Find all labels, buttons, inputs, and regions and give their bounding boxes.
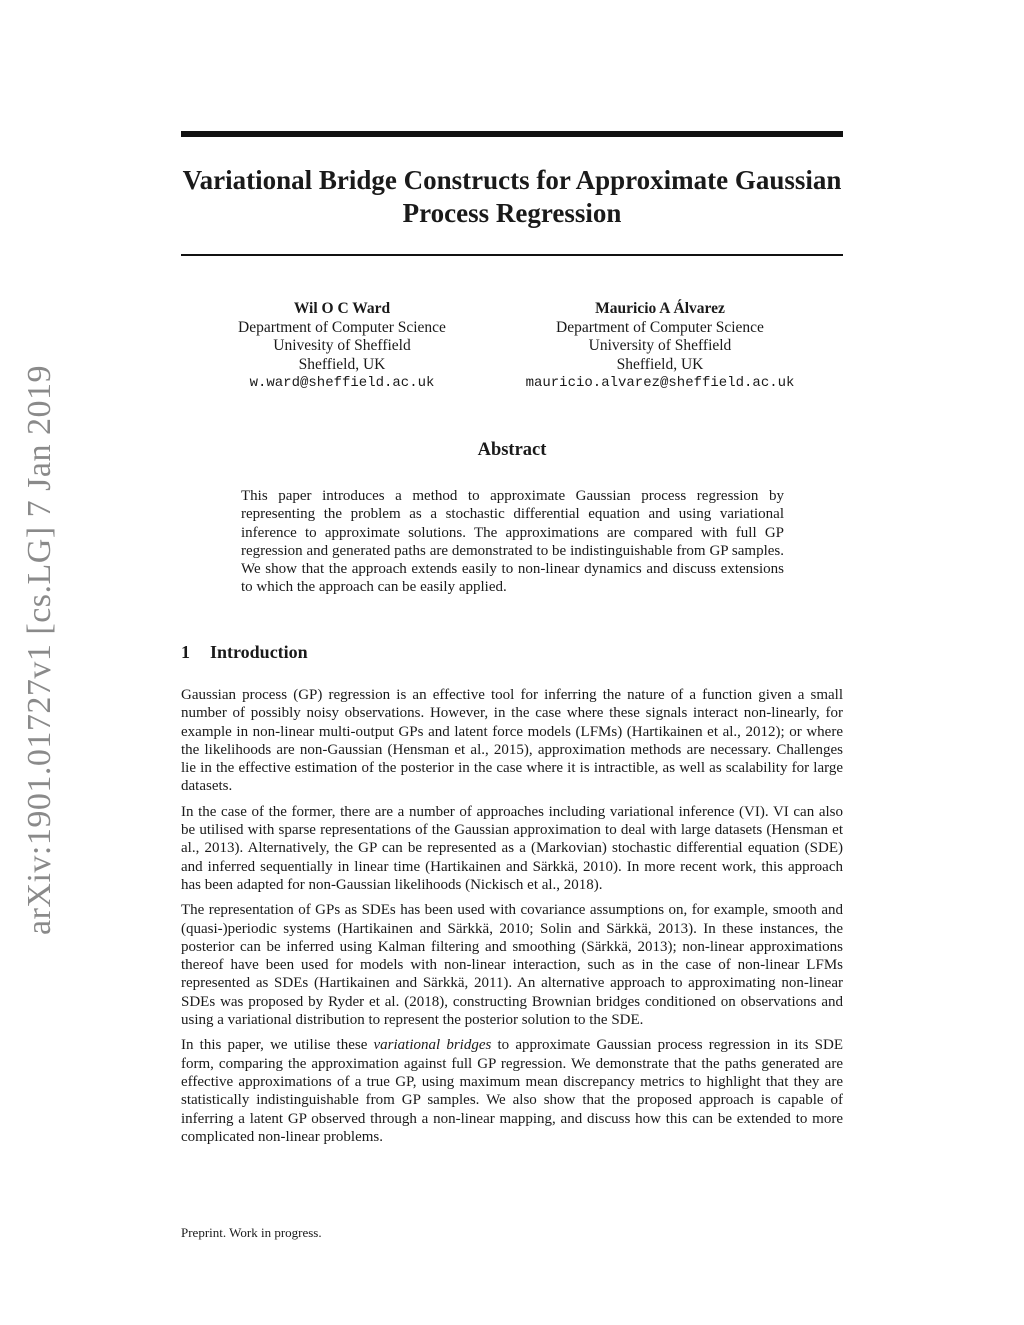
paragraph: The representation of GPs as SDEs has been used with covariance assumptions on, for example, smooth and (quasi-)periodic systems (Hartikainen and Särkkä, 2010; Solin and Särkkä, 2013). In these instances, the posterior can be inferred using Kalman filtering and smoothing (Särkkä, 2013); non-linear approximations thereof have been used for models with non-linear interaction, such as in the case of non-linear LFMs represented as SDEs (Hartikainen and Särkkä, 2011). An alternative approach to approximating non-linear SDEs was proposed by Ryder et al. (2018), constructing Brownian bridges conditioned on observations and using a variational distribution to represent the posterior solution to the SDE. bbox=[181, 902, 843, 1029]
author-location: Sheffield, UK bbox=[298, 355, 386, 373]
emphasis-term: variational bridges bbox=[373, 1037, 492, 1054]
introduction-body bbox=[181, 686, 843, 1153]
paper-title: Variational Bridge Constructs for Approximate Gaussian Process Regression bbox=[182, 165, 842, 228]
author-email[interactable]: w.ward@sheffield.ac.uk bbox=[249, 375, 435, 391]
section-title: Introduction bbox=[210, 642, 308, 662]
author-name: Wil O C Ward bbox=[293, 300, 391, 317]
section-number: 1 bbox=[181, 642, 190, 662]
section-heading-introduction bbox=[181, 642, 308, 663]
preprint-footnote: Preprint. Work in progress. bbox=[181, 1225, 322, 1240]
paragraph: In the case of the former, there are a number of approaches including variational inference (VI). VI can also be utilised with sparse representations of the Gaussian approximation to deal with large datasets (Hensman et al., 2013). Alternatively, the GP can be represented as a (Markovian) stochastic differential equation (SDE) and inferred sequentially in linear time (Hartikainen and Särkkä, 2010). In more recent work, this approach has been adapted for non-Gaussian likelihoods (Nickisch et al., 2018). bbox=[181, 803, 843, 893]
author-location: Sheffield, UK bbox=[616, 355, 704, 373]
author-department: Department of Computer Science bbox=[556, 318, 764, 336]
paragraph: Gaussian process (GP) regression is an effective tool for inferring the nature of a function given a small number of possibly noisy observations. However, in the case where these signals interact non-linearly, for example in non-linear multi-output GPs and latent force models (LFMs) (Hartikainen et al., 2012); or where the likelihoods are non-Gaussian (Hensman et al., 2015), approximation methods are necessary. Challenges lie in the effective estimation of the posterior in the case where it is intractible, as well as scalability for large datasets. bbox=[181, 687, 843, 795]
author-department: Department of Computer Science bbox=[238, 318, 446, 336]
abstract-heading: Abstract bbox=[477, 440, 547, 460]
arxiv-identifier: arXiv:1901.01727v1 [cs.LG] 7 Jan 2019 bbox=[21, 365, 58, 935]
author-name: Mauricio A Álvarez bbox=[595, 300, 725, 317]
title-top-rule bbox=[181, 131, 843, 137]
title-bottom-rule bbox=[181, 254, 843, 256]
author-university: Univesity of Sheffield bbox=[273, 337, 411, 354]
author-email[interactable]: mauricio.alvarez@sheffield.ac.uk bbox=[525, 375, 795, 391]
author-block-1 bbox=[222, 300, 462, 393]
paragraph-text: to approximate Gaussian process regression in its SDE form, comparing the approximation against full GP regression. We demonstrate that the paths generated are effective approximations of a true GP, using maximum mean discrepancy metrics to highlight that they are statistically indistinguishable from GP samples. We also show that the proposed approach is capable of inferring a latent GP observed through a non-linear mapping, and discuss how this can be extended to more complicated non-linear problems. bbox=[181, 1037, 843, 1145]
author-university: University of Sheffield bbox=[588, 337, 732, 354]
abstract-text: This paper introduces a method to approximate Gaussian process regression by representing the problem as a stochastic differential equation and using variational inference to approximate solutions. The approximations are compared with full GP regression and generated paths are demonstrated to be indistinguishable from GP samples. We show that the approach extends easily to non-linear dynamics and discuss extensions to which the approach can be easily applied. bbox=[241, 488, 784, 596]
paragraph bbox=[181, 1036, 843, 1146]
paragraph-text: In this paper, we utilise these bbox=[181, 1037, 374, 1054]
author-block-2 bbox=[500, 300, 820, 393]
